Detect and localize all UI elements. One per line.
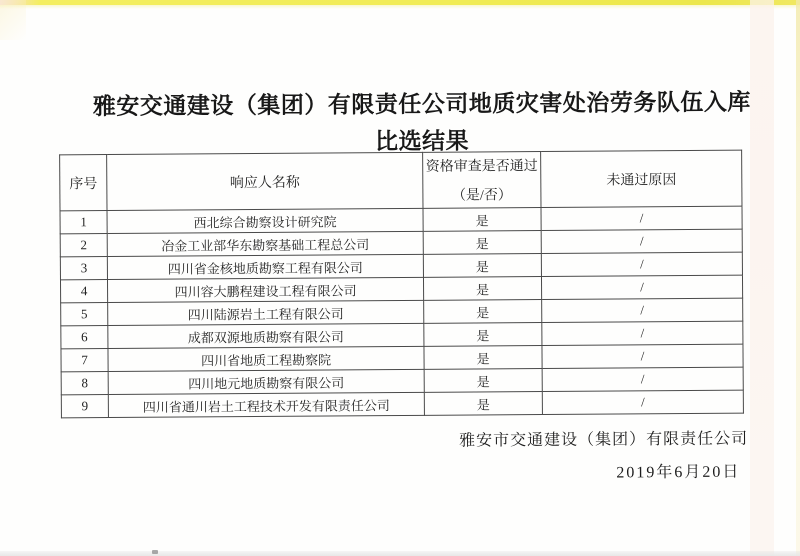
cell-reason: / [542,390,743,414]
cell-name: 四川省通川岩土工程技术开发有限责任公司 [108,392,424,417]
cell-reason: / [541,206,742,230]
header-cell-no: 序号 [60,155,107,211]
cell-no: 7 [61,349,108,372]
cell-reason: / [542,367,743,391]
cell-pass: 是 [424,346,542,370]
cell-name: 四川容大鹏程建设工程有限公司 [107,277,423,302]
signature-date: 2019年6月20日 [616,463,741,482]
cell-no: 5 [61,303,108,326]
cell-no: 8 [61,372,108,395]
table-header-row [60,150,742,211]
cell-pass: 是 [424,369,542,393]
cell-pass: 是 [423,254,541,278]
cell-name: 冶金工业部华东勘察基础工程总公司 [107,231,423,256]
document-title-line2: 比选结果 [374,128,470,155]
cell-no: 1 [60,211,107,234]
result-table [59,150,744,419]
cell-pass: 是 [423,277,541,301]
cell-no: 4 [60,280,107,303]
cell-no: 9 [61,395,108,418]
header-cell-reason: 未通过原因 [541,150,742,207]
header-cell-name: 响应人名称 [107,152,423,210]
cell-no: 3 [60,257,107,280]
cell-name: 四川省地质工程勘察院 [108,346,424,371]
cell-reason: / [542,344,743,368]
header-pass-line1: 资格审查是否通过 [425,159,538,175]
cell-no: 2 [60,234,107,257]
document-title-line1: 雅安交通建设（集团）有限责任公司地质灾害处治劳务队伍入库 [92,89,751,120]
cell-pass: 是 [424,300,542,324]
cell-pass: 是 [424,323,542,347]
cell-reason: / [541,229,742,253]
cell-name: 成都双源地质勘察有限公司 [108,323,424,348]
table-row [61,390,743,418]
cell-name: 四川省金核地质勘察工程有限公司 [107,254,423,279]
header-pass-line2: （是/否） [451,188,512,204]
header-cell-pass [423,152,541,209]
cell-name: 四川地元地质勘察有限公司 [108,369,424,394]
cell-reason: / [542,321,743,345]
cell-reason: / [541,275,742,299]
cell-name: 四川陆源岩土工程有限公司 [108,300,424,325]
cell-name: 西北综合勘察设计研究院 [107,208,423,233]
cell-no: 6 [61,326,108,349]
cell-pass: 是 [424,392,542,416]
cell-pass: 是 [423,231,541,255]
cell-reason: / [541,252,742,276]
cell-reason: / [542,298,743,322]
cell-pass: 是 [423,208,541,232]
signature-company: 雅安市交通建设（集团）有限责任公司 [459,430,749,450]
